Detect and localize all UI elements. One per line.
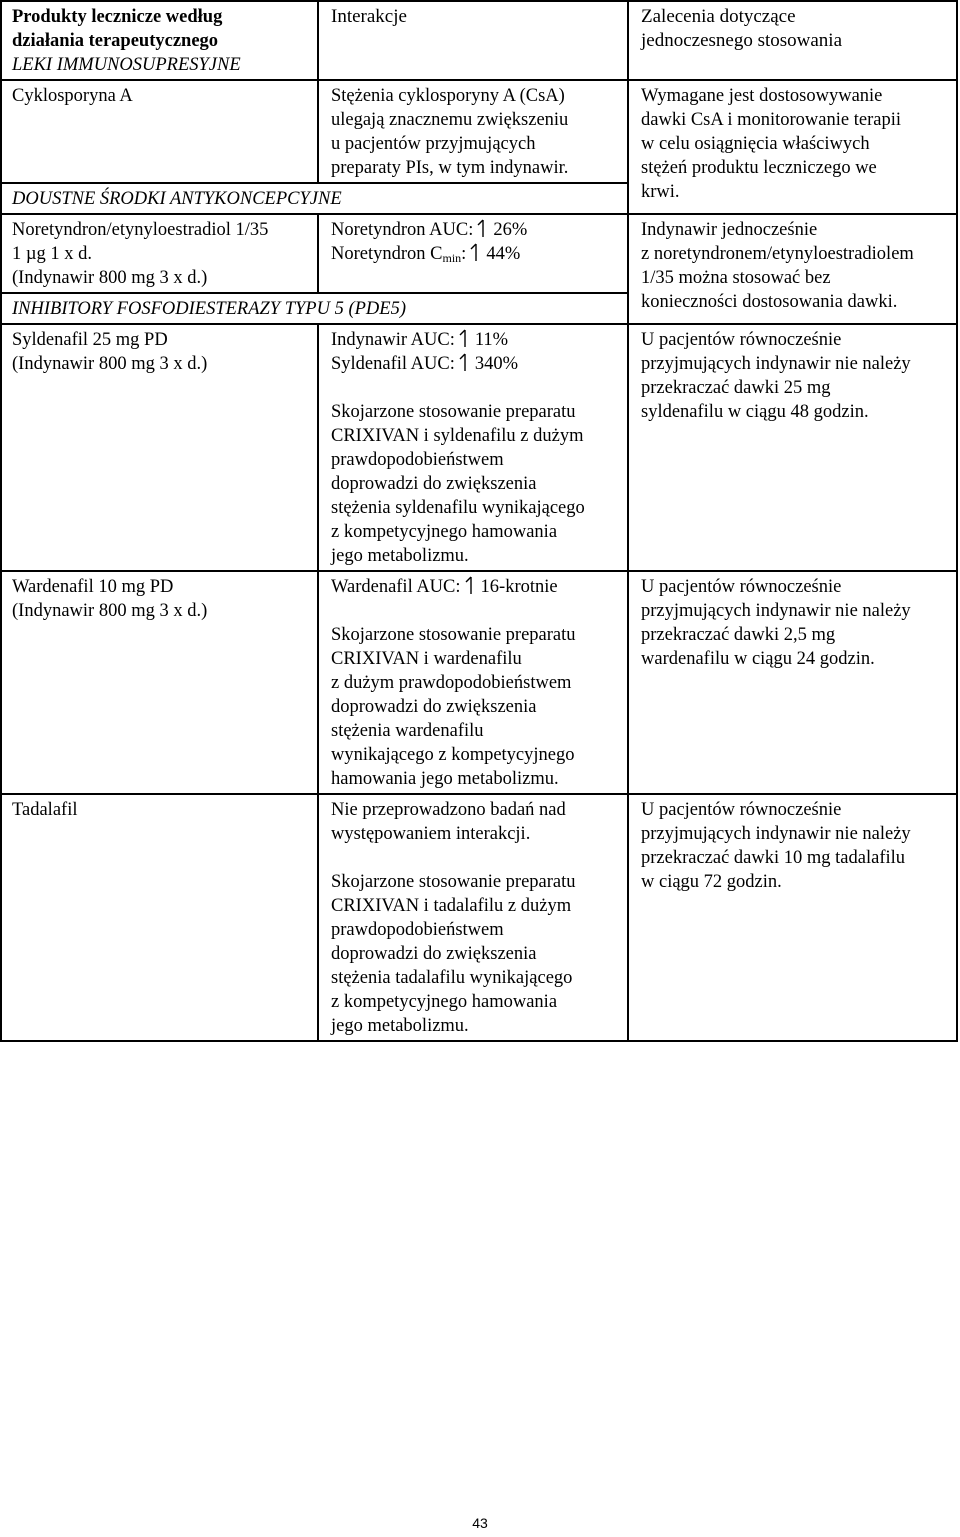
section-pde5: INHIBITORY FOSFODIESTERAZY TYPU 5 (PDE5) <box>12 299 406 319</box>
text-line: w celu osiągnięcia właściwych <box>641 134 870 154</box>
auc-label: Noretyndron AUC: <box>331 220 474 240</box>
sildenafil-recommendation <box>628 324 957 571</box>
text-line: z noretyndronem/etynyloestradiolem <box>641 244 914 264</box>
section-antykoncepcyjne: DOUSTNE ŚRODKI ANTYKONCEPCYJNE <box>12 189 342 209</box>
text-line: jego metabolizmu. <box>331 1016 469 1036</box>
vardenafil-interaction <box>318 571 628 794</box>
text-line: Noretyndron/etynyloestradiol 1/35 <box>12 220 269 240</box>
text-line: Indynawir jednocześnie <box>641 220 818 240</box>
cmin-colon: : <box>461 244 467 264</box>
text-line: (Indynawir 800 mg 3 x d.) <box>12 354 208 374</box>
row-tadalafil <box>1 794 957 1041</box>
page-number: 43 <box>472 1515 488 1531</box>
auc-line <box>331 218 619 242</box>
auc-value: 340% <box>474 354 519 374</box>
section-pde5-cell <box>1 293 628 324</box>
text-line: jego metabolizmu. <box>331 546 469 566</box>
vardenafil-product <box>1 571 318 794</box>
header-products <box>1 1 318 80</box>
arrow-up-icon <box>458 352 472 372</box>
noretyndron-product <box>1 214 318 293</box>
text-line: 1 µg 1 x d. <box>12 244 93 264</box>
row-noretyndron <box>1 214 957 293</box>
text-line: Wymagane jest dostosowywanie <box>641 86 883 106</box>
text-line: konieczności dostosowania dawki. <box>641 292 898 312</box>
text-line: hamowania jego metabolizmu. <box>331 769 559 789</box>
tadalafil-product <box>1 794 318 1041</box>
text-line: krwi. <box>641 182 680 202</box>
cmin-subscript: min <box>442 251 462 265</box>
text-line: Skojarzone stosowanie preparatu <box>331 625 576 645</box>
section-antykoncepcyjne-cell <box>1 183 628 214</box>
text-line: CRIXIVAN i tadalafilu z dużym <box>331 896 572 916</box>
section-immunosupresyjne: LEKI IMMUNOSUPRESYJNE <box>12 55 241 75</box>
auc-value: 26% <box>493 220 528 240</box>
text-line: Skojarzone stosowanie preparatu <box>331 402 576 422</box>
cyclosporine-interaction <box>318 80 628 183</box>
text-line: u pacjentów przyjmujących <box>331 134 536 154</box>
product-name: Tadalafil <box>12 800 78 820</box>
text-line: przyjmujących indynawir nie należy <box>641 601 911 621</box>
text-line: doprowadzi do zwiększenia <box>331 944 537 964</box>
tadalafil-interaction <box>318 794 628 1041</box>
arrow-up-icon <box>476 218 490 238</box>
vardenafil-recommendation <box>628 571 957 794</box>
text-line: stężenia syldenafilu wynikającego <box>331 498 585 518</box>
header-products-line: Produkty lecznicze według <box>12 7 223 27</box>
arrow-up-icon <box>464 575 478 595</box>
text-line: stężenia tadalafilu wynikającego <box>331 968 573 988</box>
text-line: przekraczać dawki 2,5 mg <box>641 625 836 645</box>
auc-line <box>331 328 619 352</box>
text-line: z dużym prawdopodobieństwem <box>331 673 572 693</box>
text-line: z kompetycyjnego hamowania <box>331 992 558 1012</box>
header-recommendations <box>628 1 957 80</box>
text-line: U pacjentów równocześnie <box>641 577 842 597</box>
text-line: (Indynawir 800 mg 3 x d.) <box>12 268 208 288</box>
text-line: (Indynawir 800 mg 3 x d.) <box>12 601 208 621</box>
text-line: ulegają znacznemu zwiększeniu <box>331 110 569 130</box>
text-line: występowaniem interakcji. <box>331 824 531 844</box>
sildenafil-product <box>1 324 318 571</box>
text-line: U pacjentów równocześnie <box>641 800 842 820</box>
auc-label: Wardenafil AUC: <box>331 577 461 597</box>
text-line: doprowadzi do zwiększenia <box>331 697 537 717</box>
text-line: CRIXIVAN i wardenafilu <box>331 649 522 669</box>
text-line: prawdopodobieństwem <box>331 450 504 470</box>
cmin-label: Noretyndron C <box>331 244 443 264</box>
auc-value: 11% <box>474 330 509 350</box>
text-line: Skojarzone stosowanie preparatu <box>331 872 576 892</box>
arrow-up-icon <box>458 328 472 348</box>
text-line: wynikającego z kompetycyjnego <box>331 745 575 765</box>
auc-line <box>331 575 619 599</box>
text-line: syldenafilu w ciągu 48 godzin. <box>641 402 869 422</box>
sildenafil-interaction <box>318 324 628 571</box>
text-line: Syldenafil 25 mg PD <box>12 330 168 350</box>
text-line: Stężenia cyklosporyny A (CsA) <box>331 86 565 106</box>
cmin-line <box>331 242 619 266</box>
text-line: z kompetycyjnego hamowania <box>331 522 558 542</box>
text-line: Nie przeprowadzono badań nad <box>331 800 566 820</box>
row-cyclosporine <box>1 80 957 183</box>
header-interactions <box>318 1 628 80</box>
text-line: preparaty PIs, w tym indynawir. <box>331 158 569 178</box>
header-recommendations-line: jednoczesnego stosowania <box>641 30 843 51</box>
cyclosporine-product <box>1 80 318 183</box>
noretyndron-interaction <box>318 214 628 293</box>
text-line: U pacjentów równocześnie <box>641 330 842 350</box>
auc-value: 16-krotnie <box>480 577 558 597</box>
auc-label: Indynawir AUC: <box>331 330 455 350</box>
text-line: przekraczać dawki 25 mg <box>641 378 831 398</box>
noretyndron-recommendation <box>628 214 957 324</box>
header-recommendations-line: Zalecenia dotyczące <box>641 6 796 27</box>
text-line: 1/35 można stosować bez <box>641 268 831 288</box>
text-line: CRIXIVAN i syldenafilu z dużym <box>331 426 584 446</box>
product-name: Cyklosporyna A <box>12 86 133 106</box>
cmin-value: 44% <box>486 244 521 264</box>
auc-line <box>331 352 619 376</box>
row-vardenafil <box>1 571 957 794</box>
text-line: doprowadzi do zwiększenia <box>331 474 537 494</box>
arrow-up-icon <box>469 242 483 262</box>
row-sildenafil <box>1 324 957 571</box>
cyclosporine-recommendation <box>628 80 957 214</box>
header-interactions-label: Interakcje <box>331 6 407 27</box>
text-line: dawki CsA i monitorowanie terapii <box>641 110 901 130</box>
text-line: w ciągu 72 godzin. <box>641 872 782 892</box>
text-line: przekraczać dawki 10 mg tadalafilu <box>641 848 906 868</box>
tadalafil-recommendation <box>628 794 957 1041</box>
text-line: Wardenafil 10 mg PD <box>12 577 174 597</box>
text-line: wardenafilu w ciągu 24 godzin. <box>641 649 875 669</box>
header-row <box>1 1 957 80</box>
text-line: stężeń produktu leczniczego we <box>641 158 877 178</box>
text-line: przyjmujących indynawir nie należy <box>641 824 911 844</box>
text-line: stężenia wardenafilu <box>331 721 484 741</box>
text-line: przyjmujących indynawir nie należy <box>641 354 911 374</box>
auc-label: Syldenafil AUC: <box>331 354 455 374</box>
header-products-line: działania terapeutycznego <box>12 31 219 51</box>
text-line: prawdopodobieństwem <box>331 920 504 940</box>
